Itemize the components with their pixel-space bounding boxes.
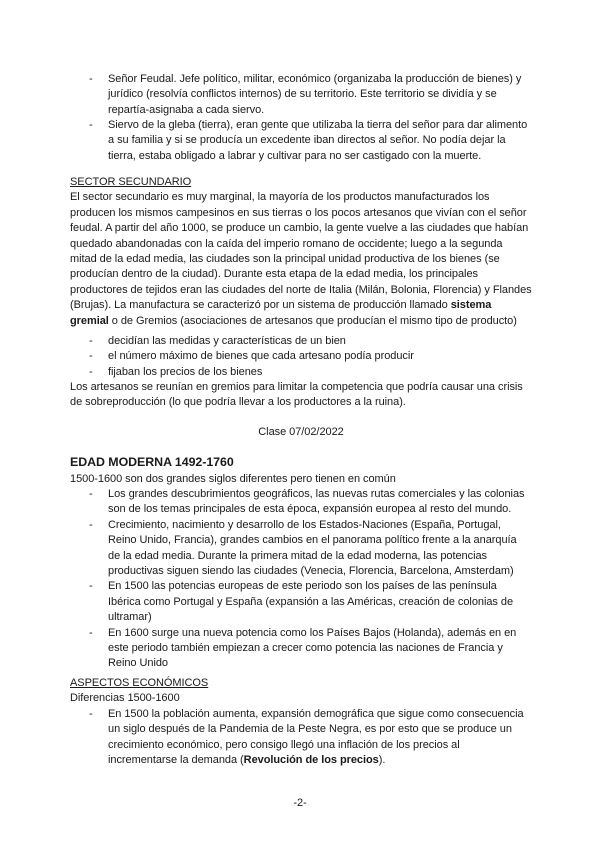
section-heading: SECTOR SECUNDARIO [70,176,192,188]
class-date [70,425,532,440]
subheading: Diferencias 1500-1600 [70,692,180,705]
paragraph-text: o de Gremios (asociaciones de artesanos que producían el mismo tipo de producto) [108,314,517,327]
paragraph: Los artesanos se reunían en gremios para limitar la competencia que podría causar una crisis de sobreproducción (lo que podría llevar a los productores a la ruina). [70,381,523,409]
bold-term: sistema gremial [70,299,492,327]
list-item: - En 1500 las potencias europeas de este periodo son los países de las península Ibérica como Portugal y España (expansión a las Américas, creación de colonias de ultramar) [89,579,531,625]
moderna-list [89,487,531,672]
moderna-list-block [89,487,531,672]
economicos-list [89,707,525,769]
list-item [89,707,525,769]
moderna-intro-block [70,472,532,487]
gremios-list-block [89,334,529,380]
page-number [250,796,350,811]
feudal-list-block [89,72,529,164]
gremios-list [89,334,529,380]
section-heading: ASPECTOS ECONÓMICOS [70,677,209,689]
economicos-section [70,676,532,707]
paragraph: 1500-1600 son dos grandes siglos diferentes pero tienen en común [70,473,396,485]
moderna-section [70,454,532,470]
class-date-text: Clase 07/02/2022 [258,426,344,438]
list-item: - Señor Feudal. Jefe político, militar, económico (organizaba la producción de bienes) y jurídico (resolvía conflictos internos) de su territorio. Este territorio se dividía y se repartía-asignaba a cada siervo. [89,72,529,118]
secundario-section [70,175,532,329]
section-heading: EDAD MODERNA 1492-1760 [70,455,234,469]
list-item-text: En 1500 la población aumenta, expansión demográfica que sigue como consecuencia un siglo después de la Pandemia de la Peste Negra, es por esto que se produce un crecimiento económico, pero consigo llegó una inflación de los precios al incrementarse la demanda ( [108,708,524,767]
list-item: - Los grandes descubrimientos geográficos, las nuevas rutas comerciales y las colonias son de los temas principales de esta época, expansión europea al resto del mundo. [89,487,531,518]
list-item: - el número máximo de bienes que cada artesano podía producir [89,349,529,364]
paragraph [70,190,532,329]
list-item: - Siervo de la gleba (tierra), eran gente que utilizaba la tierra del señor para dar alimento a su familia y si se producía un excedente iban directos al señor. No podía dejar la tierra, estaba obligado a labrar y cultivar para no ser castigado con la muerte. [89,118,529,164]
list-item: - En 1600 surge una nueva potencia como los Países Bajos (Holanda), además en en este periodo también empiezan a crecer como potencia las naciones de Francia y Reino Unido [89,626,531,672]
list-item: - fijaban los precios de los bienes [89,365,529,380]
feudal-list [89,72,529,164]
list-item: - Crecimiento, nacimiento y desarrollo de los Estados-Naciones (España, Portugal, Reino Unido, Francia), grandes cambios en el panorama político frente a la anarquía de la edad media. Durante la primera mitad de la edad moderna, las potencias productivas siguen siendo las ciudades (Venecia, Florencia, Barcelona, Amsterdam) [89,518,531,580]
closing-paragraph-block [70,380,532,411]
page-number-text: -2- [293,797,307,809]
economicos-list-block [89,707,525,769]
paragraph-text: El sector secundario es muy marginal, la mayoría de los productos manufacturados los producen los mismos campesinos en sus tierras o los pocos artesanos que vivían con el señor feudal. A partir del año 1000, se produce un cambio, la gente vuelve a las ciudades que habían quedado abandonadas con la caída del imperio romano de occidente; luego a la segunda mitad de la edad media, las ciudades son la principal unidad productiva de los bienes (se producían dentro de la ciudad). Durante esta etapa de la edad media, los principales productores de tejidos eran las ciudades del norte de Italia (Milán, Bolonia, Florencia) y Flandes (Brujas). La manufactura se caracterizó por un sistema de producción llamado [70,191,532,312]
list-item: - decidían las medidas y características de un bien [89,334,529,349]
list-item-text: ). [378,754,386,767]
bold-term: Revolución de los precios [243,754,379,767]
